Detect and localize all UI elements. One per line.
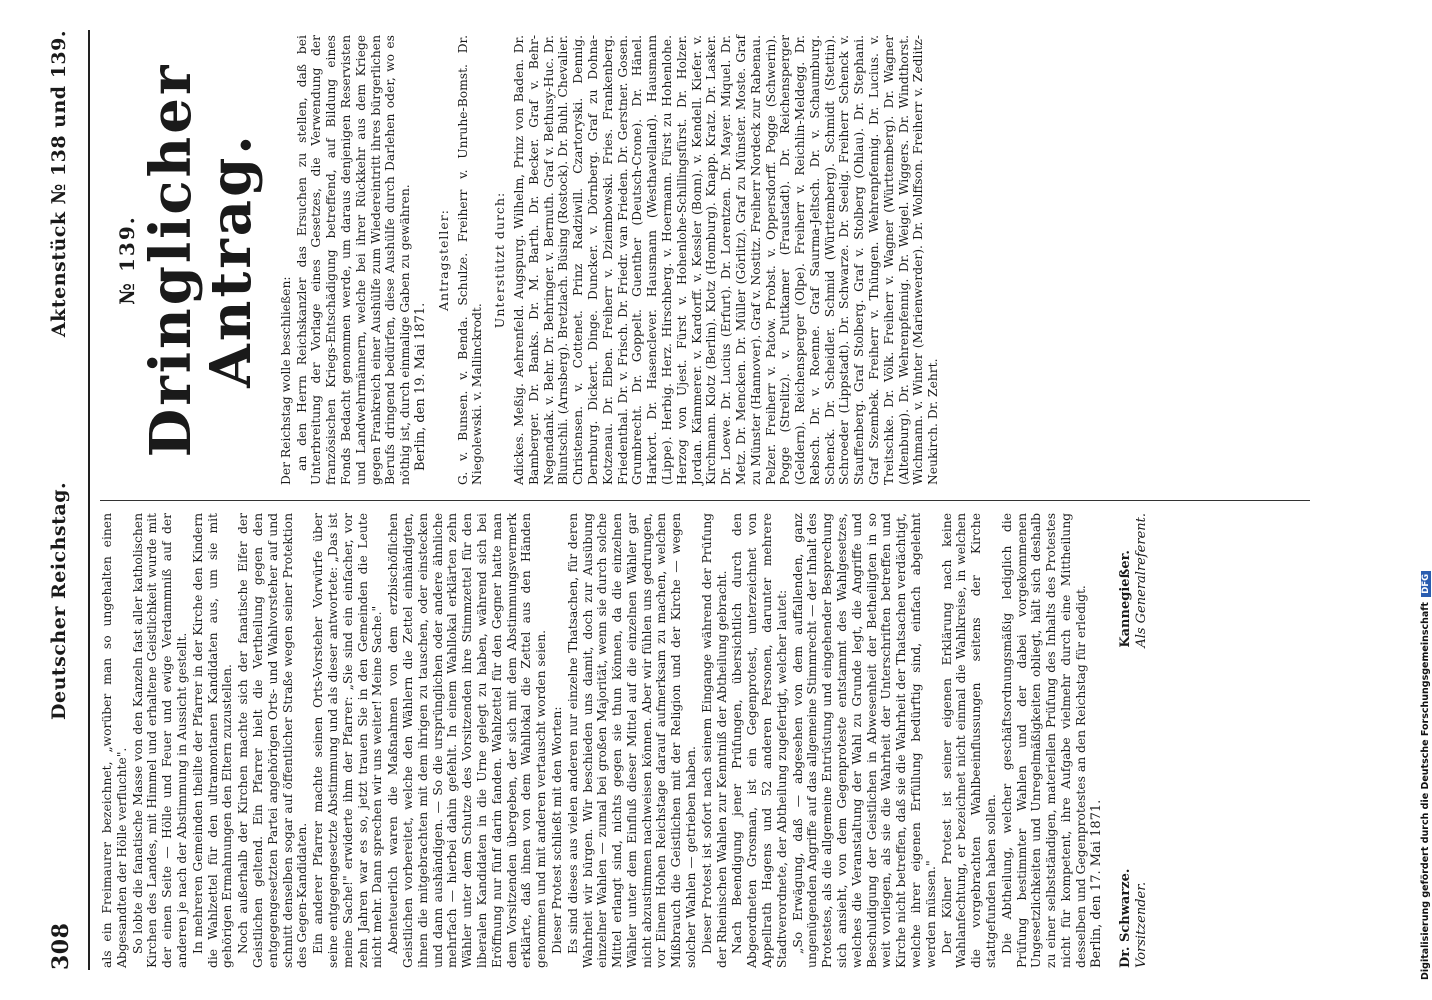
reporter-role: Als Generalreferent. <box>1134 513 1150 648</box>
paragraph: Die Abtheilung, welcher geschäftsordnungsmäßig lediglich die Prüfung bestimmter Wahlen und der dabei vorgekommenen Ungesetzlichkeiten und Unregelmäßigkeiten obliegt, hält sich deshalb zu einer selbstständigen, materiellen Prüfung des Inhalts des Protestes nicht für kompetent, ihre Aufgabe vielmehr durch eine Mittheilung desselben und Gegenprotestes an den Reichstag für erledigt. <box>999 513 1088 968</box>
motion-dateline: Berlin, den 19. Mai 1871. <box>412 302 428 471</box>
chair-signature <box>1118 869 1150 968</box>
rotated-page <box>8 10 1393 990</box>
page-content <box>8 10 1393 990</box>
paragraph: Nach Beendigung jener Prüfungen, übersichtlich durch den Abgeordneten Grosman, ist ein Gegenprotest, unterzeichnet von Appellrath Hagens und 52 anderen Personen, darunter mehrere Stadtverordnete, der Abtheilung zugefertigt, welcher lautet: <box>730 513 789 968</box>
paragraph: als ein Freimaurer bezeichnet, „worüber man so ungehalten einen Abgesandten der Hölle verfluchte". <box>100 513 129 968</box>
running-header <box>38 30 84 970</box>
motion-intro: Der Reichstag wolle beschließen: <box>278 276 293 485</box>
paragraph: In mehreren Gemeinden theilte der Pfarrer in der Kirche den Kindern die Wahlzettel für den ultramontanen Kandidaten aus, um sie mit gehörigen Ermahnungen den Eltern zuzustellen. <box>190 513 235 968</box>
supporters-list: Adickes. Meßig. Aehrenfeld. Augspurg. Wilhelm, Prinz von Baden. Dr. Bamberger. Dr. Banks. Dr. M. Barth. Dr. Becker. Graf v. Behr-Negendank. v. Behr. Dr. Behringer. v. Bernuth. Graf v. Bethusy-Huc. Dr. Bluntschli. (Arnsberg). Bretzlach. Büsing (Rostock). Dr. Buhl. Chevalier. Christensen. v. Cottenet. Prinz Radziwill. Czartoryski. Dennig. Dernburg. Dickert. Dinge. Duncker. v. Dörnberg. Graf zu Dohna-Kotzenau. Dr. Elben. Freiherr v. Dziembowski. Fries. Frankenberg. Friedenthal. Dr. v. Frisch. Dr. Friedr. van Frieden. Dr. Gerstner. Gosen. Grumbrecht. Dr. Goppelt. Guenther (Deutsch-Crone). Dr. Hänel. Harkort. Dr. Hasenclever. Hausmann (Westhavelland). Hausmann (Lippe). Herbig. Herz. Hirschberg. v. Hoermann. Fürst zu Hohenlohe. Herzog von Ujest. Fürst v. Hohenlohe-Schillingsfürst. Dr. Holzer. Jordan. Kämmerer. v. Kardorff. v. Kessler (Bonn). v. Kendell. Kiefer. v. Kirchmann. Klotz (Berlin). Klotz (Homburg). Knapp. Kratz. Dr. Lasker. Dr. Loewe. Dr. Lucius (Erfurt). Dr. Lorentzen. Dr. Mayer. Miquel. Dr. Metz. Dr. Mencken. Dr. Müller (Görlitz). Graf zu Münster. Moste. Graf zu Münster (Hannover). Graf v. Nostitz. Freiherr Nordeck zur Rabenau. Pelzer. Freiherr v. Patow. Probst. v. Oppersdorff. Pogge (Schwerin). Pogge (Strelitz). v. Puttkamer (Fraustadt). Dr. Reichensperger (Geldern). Reichensperger (Olpe). Freiherr v. Reichlin-Meldegg. Dr. Rebsch. Dr. v. Roenne. Graf Saurma-Jeltsch. Dr. v. Schaumburg. Schenck. Dr. Scheidler. Schmid (Württemberg). Schmidt (Stettin). Schroeder (Lippstadt). Dr. Schwarze. Dr. Seelig. Freiherr Schenck v. Stauffenberg. Graf Stolberg. Graf v. Stolberg (Ohlau). Dr. Stephani. Graf Szembek. Freiherr v. Thüngen. Wehrenpfennig. Dr. Lucius. v. Treitschke. Dr. Völk. Freiherr v. Wagner (Württemberg). Dr. Wagner (Altenburg). Dr. Wehrenpfennig. Dr. Weigel. Wiggers. Dr. Windthorst. Wichmann. v. Winter (Marienwerder). Dr. Wolffson. Freiherr v. Zedlitz-Neukirch. Dr. Zehrt. <box>511 35 941 485</box>
sponsors-label: Antragsteller: <box>435 209 451 311</box>
document-numbers: Aktenstück № 138 und 139. <box>48 30 70 338</box>
paragraph: Noch außerhalb der Kirchen machte sich der fanatische Eifer der Geistlichen geltend. Ein Pfarrer hielt die Vertheilung gegen den entgegengesetzten Partei angehörigen Orts- und Wahlvorsteher auf und schnitt denselben sogar auf öffentlicher Straße wegen seiner Protektion des Gegen-Kandidaten. <box>236 513 310 968</box>
chair-name: Dr. Schwarze. <box>1118 868 1134 968</box>
column-divider <box>100 500 1310 501</box>
signature-row <box>1118 513 1150 968</box>
chair-role: Vorsitzender. <box>1134 881 1150 968</box>
dfg-logo: DFG <box>1421 571 1431 597</box>
document-title: Dringlicher Antrag. <box>137 62 264 458</box>
paragraph: Dieser Protest schließt mit den Worten: <box>549 706 564 954</box>
paragraph: Ein anderer Pfarrer machte seinen Orts-Vorsteher Vorwürfe über seine entgegengesetzte Abstimmung und als dieser antwortete: „Das ist meine Sache!" erwiderte ihm der Pfarrer: „Sie sind ein einfacher, vor zehn Jahren war es so, jetzt trauen Sie in den Gemeinden die Leute nicht mehr. Dann sprechen wir uns weiter! Meine Sache." <box>311 513 385 968</box>
paragraph: So lobte die fanatische Masse von den Kanzeln fast aller katholischen Kirchen des Landes, mit Himmel und erhaltene Geistlichkeit wurde mit der einen Seite — Hölle und Feuer und ewige Verdammniß auf der anderen je nach der Abstimmung in Aussicht gestellt. <box>130 513 189 968</box>
paragraph: Der Kölner Protest ist seiner eigenen Erklärung nach keine Wahlanfechtung, er bezeichnet nicht einmal die Wahlkreise, in welchen die vorgebrachten Wahlbeeinflussungen seitens der Kirche stattgefunden haben sollen. <box>939 513 999 968</box>
document-number: № 139. <box>115 215 139 305</box>
paragraph: Abenteuerlich waren die Maßnahmen von dem erzbischöflichen Geistlichen vorbereitet, welche den Wählern die Zettel einhändigten, ihnen die mitgebrachten mit dem ihrigen zu tauschen, oder einstecken und dann aushändigen. — So die ursprünglichen oder andere ähnliche mehrfach — hierbei dahin gefehlt. In einem Wahllokal erklärten zehn Wähler unter dem Schutze des Vorsitzenden ihre Stimmzettel für den liberalen Kandidaten in die Urne gelegt zu haben, während sich bei Eröffnung nur fünf darin fanden. Wahlzettel für den Gegner hatte man dem Vorsitzenden übergeben, der sich mit dem Abstimmungsvermerk erklärte, daß ihnen von dem Wahllokal die Zettel aus den Händen genommen und mit anderen vertauscht worden seien. <box>386 513 549 968</box>
right-column <box>100 35 942 485</box>
reporter-name: Kannegießer. <box>1118 550 1134 648</box>
dateline: Berlin, den 17. Mai 1871. <box>1088 799 1104 968</box>
sponsors-list: G. v. Bunsen. v. Benda. Schulze. Freiherr v. Unruhe-Bomst. Dr. Niegolewski. v. Mallinckrodt. <box>455 35 485 485</box>
credit-text: Digitalisierung gefördert durch die Deutsche Forschungsgemeinschaft <box>1420 602 1431 980</box>
publication-title: Deutscher Reichstag. <box>48 481 70 720</box>
paragraph: Dieser Protest ist sofort nach seinem Eingange während der Prüfung der Rheinischen Wahlen zur Kenntniß der Abtheilung gebracht. <box>699 513 729 968</box>
reporter-signature <box>1118 513 1150 648</box>
paragraph: Es sind dieses aus vielen anderen nur einzelne Thatsachen, für deren Wahrheit wir bürgen. Wir beschieden uns damit, doch zur Ausübung einzelner Wahlen — zumal bei großen Majorität, wenn sie durch solche Mittel erlangt sind, nichts gegen sie thun können, da die einzelnen Wähler unter dem Einfluß dieser Mittel auf die einzelnen Wähler gar nicht abzustimmen nachweisen können. Aber wir fühlen uns gedrungen, vor Einem Hohen Reichstage darauf aufmerksam zu machen, welchen Mißbrauch die Geistlichen mit der Religion und der Kirche — wegen solcher Wahlen — getrieben haben. <box>565 513 699 968</box>
paragraph: „So Erwägung, daß — abgesehen von dem auffallenden, ganz ungenügenden Angriffe auf das allgemeine Stimmrecht — der Inhalt des Protestes, als die allgemeine Entrüstung und eingehender Besprechung sich ansieht, von dem Gegenproteste entstammt des Wahlgesetzes, welches die Veranstaltung der Wahl zu Grunde legt, die Angriffe und Beschuldigung der Geistlichen in Abwesenheit der Betheiligten in so weit vorliegen, als sie die Wahrheit der Unterschriften betreffen und Kirche nicht betreffen, daß sie die Wahrheit der Thatsachen verdächtigt, welche ihrer eigenen Erfüllung bedürftig sind, einfach abgelehnt werden müssen." <box>790 513 938 968</box>
header-rule <box>88 30 90 970</box>
left-column <box>100 513 1150 968</box>
motion-text: an den Herrn Reichskanzler das Ersuchen zu stellen, daß bei Unterbreitung der Vorlage eines Gesetzes, die Verwendung der französischen Kriegs-Entschädigung betreffend, auf Bildung eines Fonds Bedacht genommen werde, um daraus denjenigen Reservisten und Landwehrmännern, welche bei ihrer Rückkehr aus dem Kriege gegen Frankreich einer Aushülfe zum Wiedereintritt ihres bürgerlichen Berufs dringend bedürfen, diese Aushülfe durch Darlehen oder, wo es nöthig ist, durch einmalige Gaben zu gewähren. <box>294 35 413 485</box>
page-number: 308 <box>48 922 74 970</box>
digitization-credit <box>1420 571 1431 980</box>
supporters-label: Unterstützt durch: <box>492 191 508 329</box>
